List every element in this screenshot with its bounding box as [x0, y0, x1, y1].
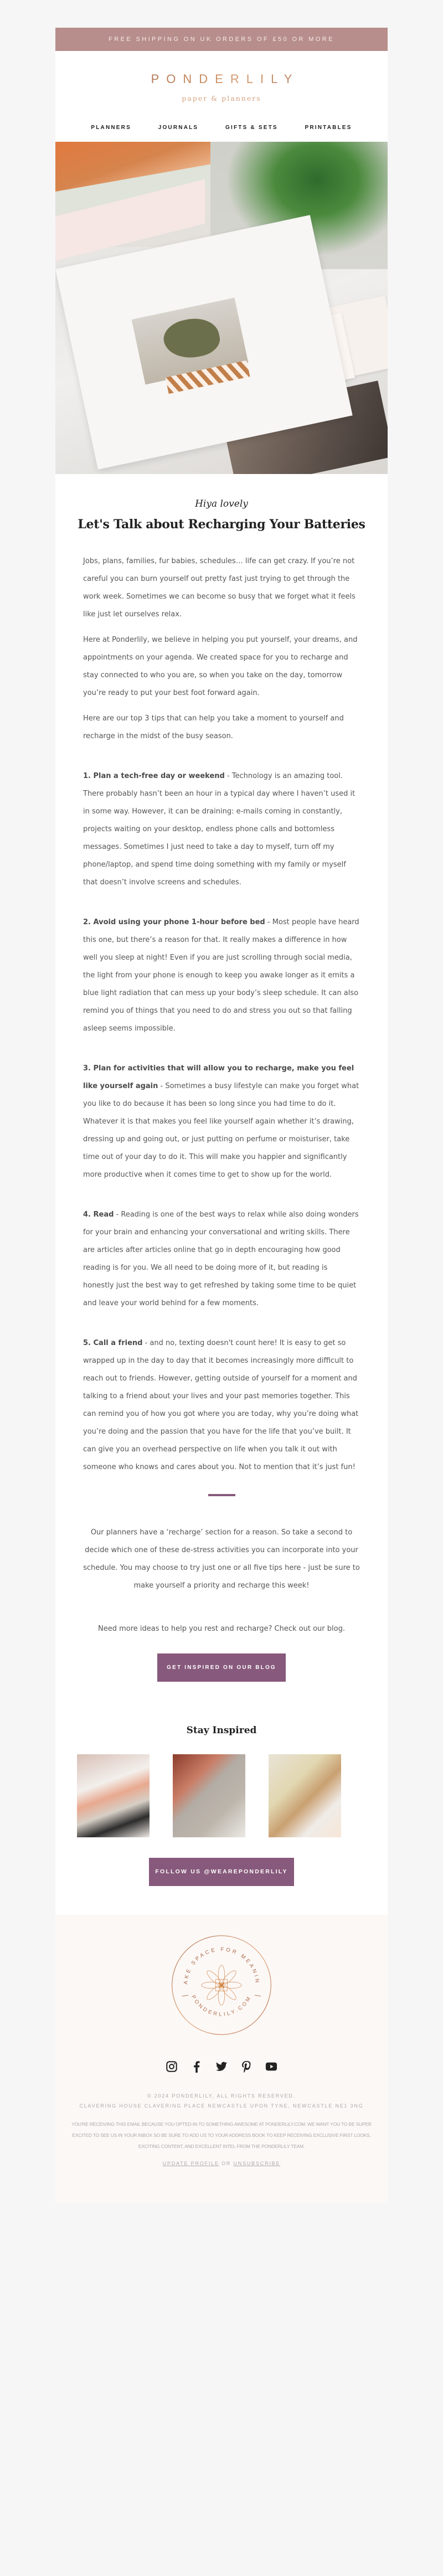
tip-body: - Most people have heard this one, but there’s a reason for that. It really makes a difference in how well you sleep at night! Even if you are just scrolling through social media, the light from your phone is enough to keep you awake longer as it emits a blue light radiation that can mess up your body’s sleep schedule. It can also remind you of things that you need to do and stress you out so that falling asleep seems impossible. — [83, 918, 359, 1033]
tip-4 — [83, 1206, 360, 1312]
nav-journals[interactable]: JOURNALS — [158, 125, 199, 131]
facebook-icon[interactable] — [190, 2060, 203, 2073]
shipping-banner — [55, 28, 388, 51]
nav-printables[interactable]: PRINTABLES — [305, 125, 352, 131]
nav-gifts-sets[interactable]: GIFTS & SETS — [225, 125, 278, 131]
unsubscribe-link[interactable]: UNSUBSCRIBE — [233, 2161, 281, 2166]
svg-text:PONDERLILY.COM — [190, 1994, 253, 2017]
shipping-banner-text: FREE SHIPPING ON UK ORDERS OF £50 OR MORE — [109, 36, 334, 43]
tip-heading: 5. Call a friend — [83, 1339, 143, 1347]
hero-image[interactable] — [55, 142, 388, 474]
pinterest-icon[interactable] — [240, 2060, 253, 2073]
tip-heading: 3. Plan for activities that will allow you to recharge, make you feel like yourself again — [83, 1064, 354, 1090]
tip-heading: 4. Read — [83, 1210, 114, 1219]
instagram-image[interactable] — [77, 1754, 150, 1837]
intro-paragraph: Here are our top 3 tips that can help you take a moment to yourself and recharge in the midst of the busy season. — [83, 714, 344, 740]
brand-header — [55, 51, 388, 102]
instagram-heading: Stay Inspired — [186, 1725, 257, 1736]
article-title: Let's Talk about Recharging Your Batteries — [78, 517, 365, 532]
ponderlily-logo[interactable]: PONDERLILY — [55, 72, 388, 86]
subscription-notice: YOU'RE RECEIVING THIS EMAIL BECAUSE YOU OPTED-IN TO SOMETHING AWESOME AT PONDERLILY.COM. WE WANT YOU TO BE SUPER EXCITED TO SEE US IN YOUR INBOX SO BE SURE TO ADD US TO YOUR ADDRESS BOOK TO KEEP RECEIVING EXCLUSIVE FIRST LOOKS, EXCITING CONTENT, AND EXCELLENT INTEL FROM THE PONDERLILY TEAM. — [71, 2121, 372, 2149]
youtube-icon[interactable] — [265, 2060, 277, 2073]
badge-logo-icon — [169, 1933, 274, 2038]
brand-tagline: paper & planners — [182, 94, 261, 102]
follow-button[interactable]: FOLLOW US @WEAREPONDERLILY — [149, 1858, 294, 1886]
tip-heading: 2. Avoid using your phone 1-hour before bed — [83, 918, 265, 926]
links-separator: OR — [219, 2161, 234, 2166]
intro-paragraph: Here at Ponderlily, we believe in helping you put yourself, your dreams, and appointments on your agenda. We created space for you to recharge and stay connected to who you are, so when you take on the day, tomorrow you’re ready to put your best foot forward again. — [83, 636, 358, 697]
footer-links — [55, 2161, 388, 2166]
svg-text:MAKE SPACE FOR MEANING — [169, 1933, 260, 1985]
badge-bottom-text: PONDERLILY.COM — [190, 1994, 253, 2018]
tip-heading: 1. Plan a tech-free day or weekend — [83, 772, 225, 780]
instagram-image[interactable] — [269, 1754, 341, 1837]
article-body — [55, 532, 388, 1476]
follow-wrap — [55, 1858, 388, 1915]
closing-section — [55, 1524, 388, 1682]
email-container — [55, 28, 388, 2203]
greeting: Hiya lovely — [195, 498, 248, 509]
intro-paragraph: Jobs, plans, families, fur babies, schedules… life can get crazy. If you’re not careful you can burn yourself out pretty fast just trying to get through the work week. Sometimes we can become so busy that we forget what it feels like just let ourselves relax. — [83, 557, 356, 619]
copyright: © 2024 PONDERLILY, ALL RIGHTS RESERVED. — [147, 2093, 296, 2099]
company-address: CLAVERING HOUSE CLAVERING PLACE NEWCASTLE UPON TYNE, NEWCASTLE NE1 3NG — [79, 2103, 364, 2109]
instagram-icon[interactable] — [166, 2060, 178, 2073]
tip-body: - Technology is an amazing tool. There probably hasn’t been an hour in a typical day where I haven’t used it in some way. However, it can be draining: e-mails coming in constantly, projects waiting on your desktop, endless phone calls and bottomless messages. Sometimes I just need to take a day to myself, turn off my phone/laptop, and spend time doing something with my family or myself that doesn’t involve screens and schedules. — [83, 772, 356, 887]
social-links — [55, 2060, 388, 2073]
footer — [55, 1915, 388, 2203]
tip-3 — [83, 1060, 360, 1184]
closing-paragraph: Our planners have a ‘recharge’ section for a reason. So take a second to decide which one of these de-stress activities you can incorporate into your schedule. You may choose to try just one or all five tips here - just be sure to make yourself a priority and recharge this week! — [83, 1528, 360, 1590]
main-nav — [55, 102, 388, 142]
tip-1 — [83, 767, 360, 892]
tip-5 — [83, 1335, 360, 1476]
update-profile-link[interactable]: UPDATE PROFILE — [162, 2161, 219, 2166]
badge-top-text: AKE SPACE FOR MEANIN — [183, 1946, 260, 1985]
tip-2 — [83, 914, 360, 1038]
blog-cta-text: Need more ideas to help you rest and recharge? Check out our blog. — [98, 1625, 345, 1633]
blog-button[interactable]: GET INSPIRED ON OUR BLOG — [157, 1653, 286, 1682]
tip-body: - Reading is one of the best ways to relax while also doing wonders for your brain and enhancing your conversational and writing skills. There are articles after articles online that go in depth encouraging how good reading is for you. We all need to be doing more of it, but reading is honestly just the best way to get refreshed by taking some time to be quiet and leave your world behind for a few moments. — [83, 1210, 359, 1307]
twitter-icon[interactable] — [215, 2060, 228, 2073]
tip-body: - and no, texting doesn't count here! It is easy to get so wrapped up in the day to day that it becomes increasingly more difficult to reach out to friends. However, getting outside of yourself for a moment and talking to a friend about your lives and your past memories together. This can remind you of how you got where you are today, why you’re doing what you’re doing and the passion that you have for the life that you’ve built. It can give you an overhead perspective on life when you talk it out with someone who knows and cares about you. Not to mention that it’s just fun! — [83, 1339, 359, 1471]
instagram-gallery — [55, 1754, 388, 1837]
instagram-image[interactable] — [173, 1754, 245, 1837]
nav-planners[interactable]: PLANNERS — [91, 125, 131, 131]
tip-body: - Sometimes a busy lifestyle can make you forget what you like to do because it has been so long since you had time to do it. Whatever it is that makes you feel like yourself again whether it’s drawing, dressing up and going out, or just putting on perfume or moisturiser, take time out of your day to do it. This will make you happier and significantly more productive when it comes time to get to show up for the world. — [83, 1082, 359, 1179]
make-space-badge — [169, 1933, 274, 2038]
section-divider — [208, 1494, 235, 1496]
